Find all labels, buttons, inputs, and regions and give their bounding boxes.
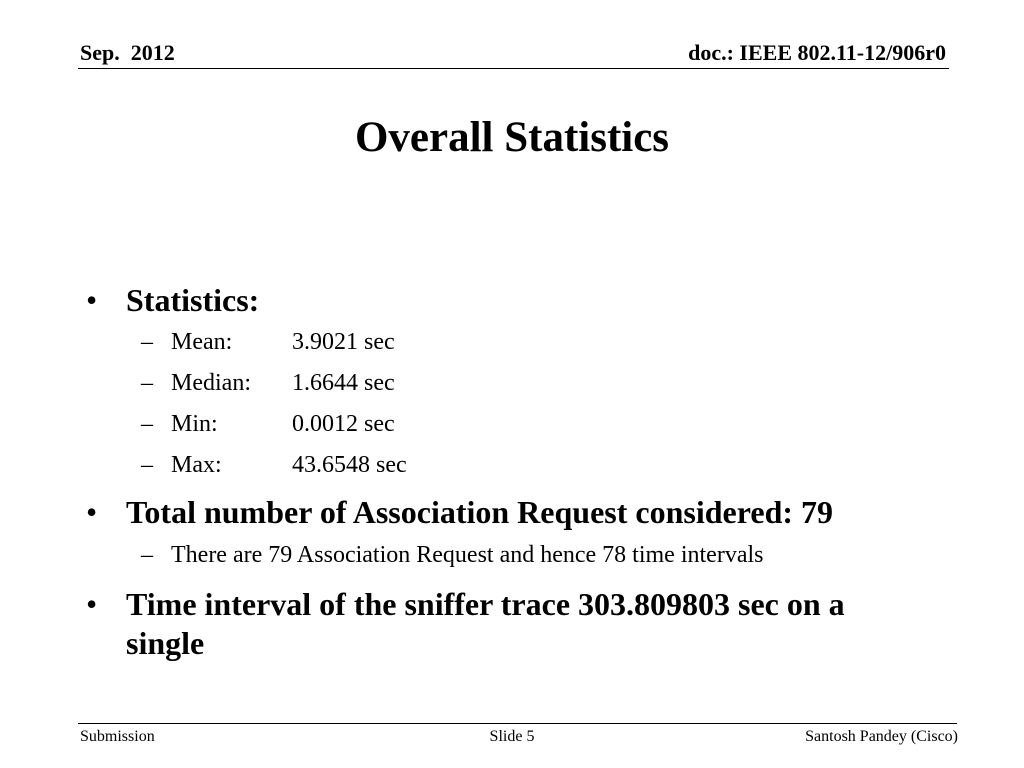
bullet-text: Statistics: <box>126 282 260 318</box>
stat-median <box>141 368 951 398</box>
stat-label: Median: <box>171 370 251 396</box>
footer-submission: Submission <box>80 728 155 745</box>
sub-bullet-marker: – <box>141 411 153 437</box>
sub-bullet-marker: – <box>141 329 153 355</box>
stat-min <box>141 409 951 439</box>
sub-bullet-marker: – <box>141 452 153 478</box>
stat-label: Min: <box>171 411 218 437</box>
bullet-association-total <box>86 493 926 532</box>
bullet-marker: • <box>86 586 98 622</box>
bullet-text: Total number of Association Request considered: 79 <box>126 494 834 530</box>
stat-value: 0.0012 sec <box>292 411 395 437</box>
sub-bullet-marker: – <box>141 542 153 568</box>
stat-value: 3.9021 sec <box>292 329 395 355</box>
bullet-marker: • <box>86 494 98 530</box>
footer-author: Santosh Pandey (Cisco) <box>805 728 958 745</box>
sub-bullet-marker: – <box>141 370 153 396</box>
header-date: Sep. 2012 <box>80 40 175 65</box>
bullet-text: Time interval of the sniffer trace 303.809803 sec on a single <box>126 586 845 661</box>
footer-divider <box>78 723 957 724</box>
sub-bullet-text: There are 79 Association Request and hence 78 time intervals <box>171 542 764 568</box>
bullet-marker: • <box>86 282 98 318</box>
stat-label: Mean: <box>171 329 233 355</box>
stat-max <box>141 450 951 480</box>
stat-value: 43.6548 sec <box>292 452 407 478</box>
slide-title: Overall Statistics <box>354 114 670 161</box>
footer-slide-number: Slide 5 <box>489 728 535 745</box>
bullet-statistics <box>86 281 926 320</box>
association-note <box>141 540 951 570</box>
bullet-sniffer-interval <box>86 585 926 663</box>
stat-mean <box>141 327 951 357</box>
stat-value: 1.6644 sec <box>292 370 395 396</box>
stat-label: Max: <box>171 452 222 478</box>
header-doc-id: doc.: IEEE 802.11-12/906r0 <box>688 40 946 65</box>
